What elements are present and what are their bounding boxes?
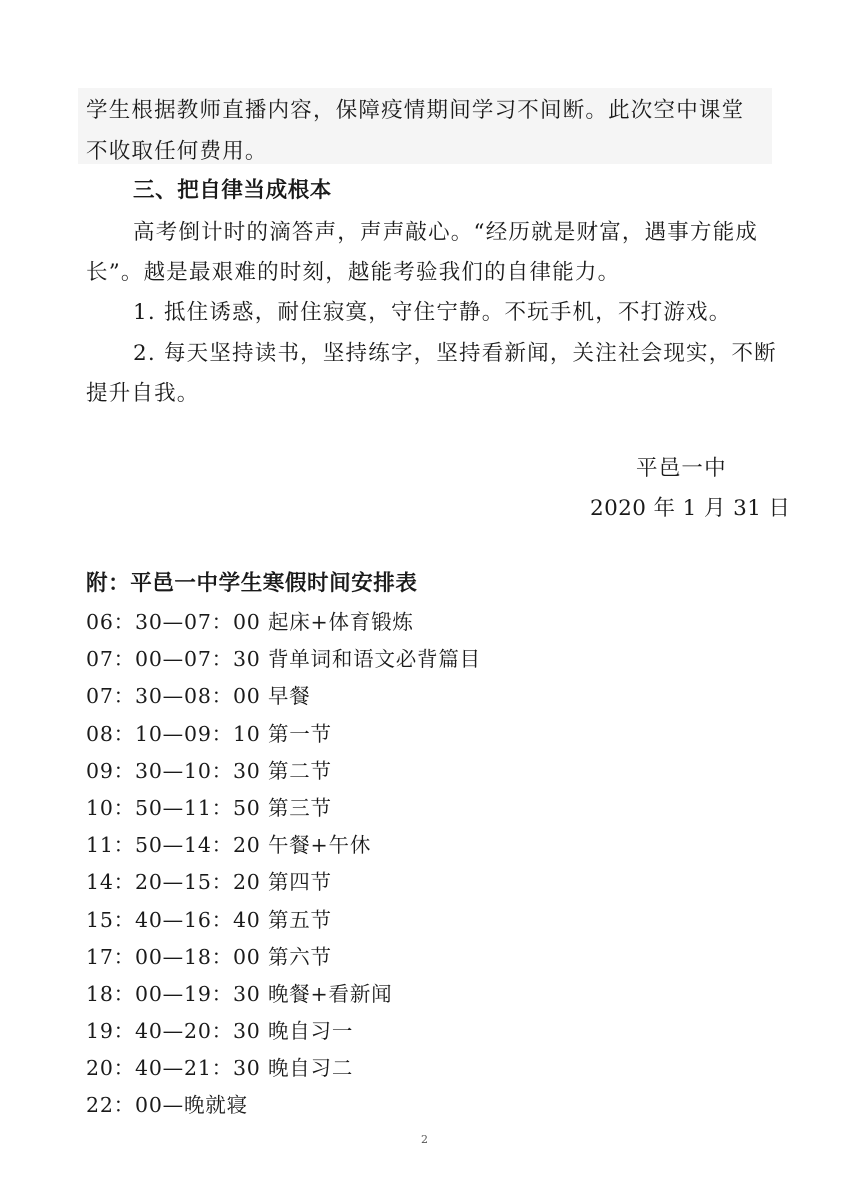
body-line-4: 长”。越是最艰难的时刻，越能考验我们的自律能力。 — [86, 260, 621, 285]
schedule-row: 18：00—19：30 晚餐+看新闻 — [86, 981, 393, 1006]
schedule-row: 22：00—晚就寝 — [86, 1093, 248, 1118]
schedule-row: 07：30—08：00 早餐 — [86, 684, 311, 709]
page-number: 2 — [421, 1133, 428, 1146]
section-heading: 三、把自律当成根本 — [133, 178, 332, 203]
body-line-7: 提升自我。 — [86, 381, 200, 406]
schedule-row: 17：00—18：00 第六节 — [86, 944, 332, 969]
body-line-5: 1. 抵住诱惑，耐住寂寞，守住宁静。不玩手机，不打游戏。 — [133, 300, 732, 325]
schedule-list — [86, 607, 481, 1128]
schedule-row: 20：40—21：30 晚自习二 — [86, 1056, 354, 1081]
schedule-row: 19：40—20：30 晚自习一 — [86, 1019, 354, 1044]
schedule-row: 08：10—09：10 第一节 — [86, 721, 332, 746]
schedule-row: 14：20—15：20 第四节 — [86, 870, 332, 895]
body-line-1: 学生根据教师直播内容，保障疫情期间学习不间断。此次空中课堂 — [86, 98, 745, 123]
schedule-row: 11：50—14：20 午餐+午休 — [86, 833, 372, 858]
body-line-3: 高考倒计时的滴答声，声声敲心。“经历就是财富，遇事方能成 — [133, 220, 759, 245]
schedule-row: 09：30—10：30 第二节 — [86, 758, 332, 783]
schedule-row: 06：30—07：00 起床+体育锻炼 — [86, 610, 414, 634]
body-line-6: 2. 每天坚持读书，坚持练字，坚持看新闻，关注社会现实，不断 — [133, 341, 777, 366]
schedule-row: 07：00—07：30 背单词和语文必背篇目 — [86, 647, 481, 672]
appendix-title: 附：平邑一中学生寒假时间安排表 — [86, 571, 418, 596]
signature-org: 平邑一中 — [636, 456, 727, 481]
signature-date: 2020 年 1 月 31 日 — [590, 496, 791, 521]
body-line-2: 不收取任何费用。 — [86, 139, 268, 164]
schedule-row: 15：40—16：40 第五节 — [86, 907, 332, 932]
schedule-row: 10：50—11：50 第三节 — [86, 795, 332, 820]
